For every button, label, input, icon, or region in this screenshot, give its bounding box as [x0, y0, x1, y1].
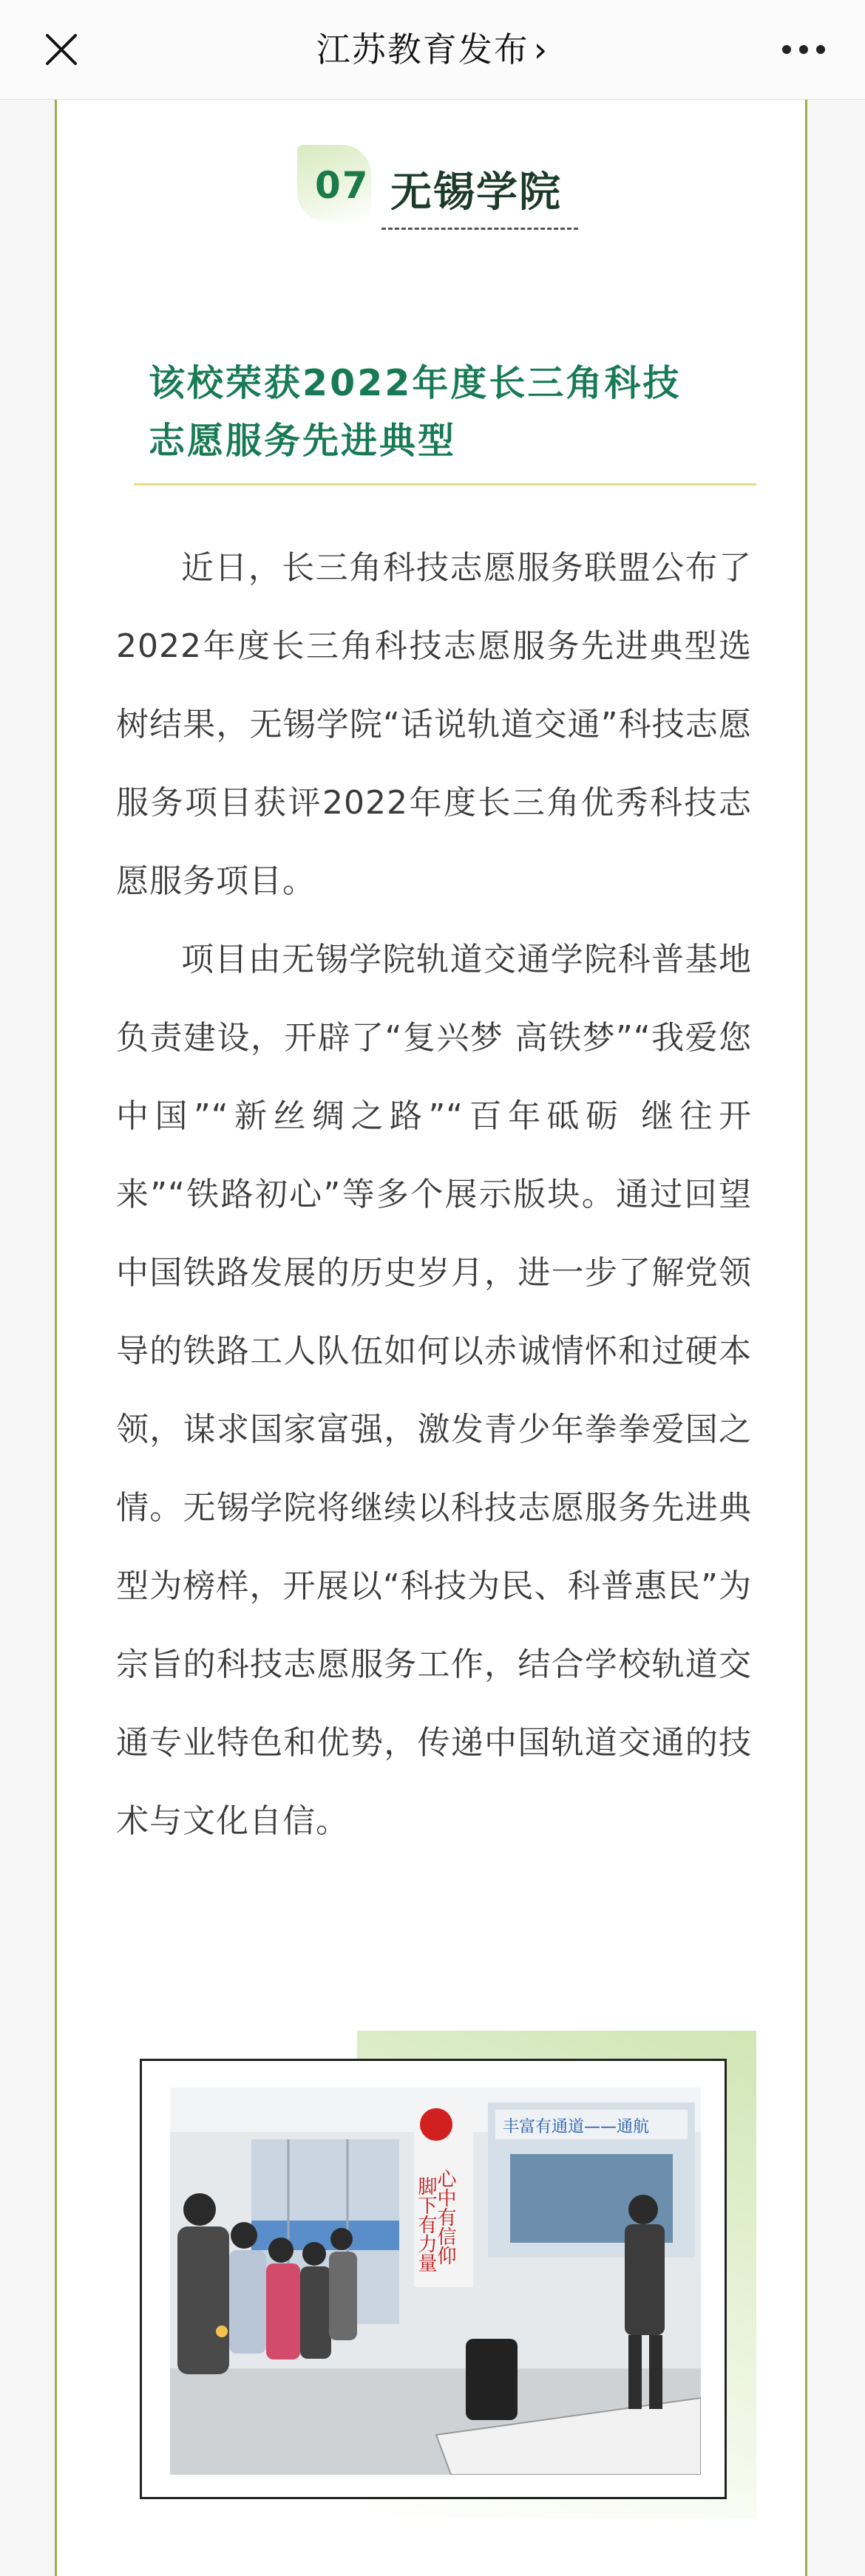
subheading-divider	[134, 483, 756, 485]
section-header	[297, 145, 637, 234]
top-navbar	[0, 0, 865, 100]
article-photo[interactable]	[170, 2088, 701, 2475]
article-frame	[55, 99, 807, 2576]
article-subheading	[149, 355, 725, 470]
subheading-line-2: 志愿服务先进典型	[149, 420, 457, 462]
account-name[interactable]: 江苏教育发布	[316, 30, 529, 69]
chevron-right-icon: ›	[533, 30, 549, 69]
wall-slogan-2: 脚下有力量	[415, 2176, 437, 2272]
screen-text: 丰富有通道——通航	[503, 2118, 650, 2136]
section-number: 07	[315, 164, 370, 207]
account-title[interactable]	[0, 25, 865, 74]
paragraph-1: 近日，长三角科技志愿服务联盟公布了2022年度长三角科技志愿服务先进典型选树结果，无锡学院“话说轨道交通”科技志愿服务项目获评2022年度长三角优秀科技志愿服务项目。	[116, 549, 752, 900]
article-body	[116, 529, 752, 1861]
section-title: 无锡学院	[390, 168, 562, 217]
photo-illustration	[170, 2088, 701, 2475]
paragraph-2: 项目由无锡学院轨道交通学院科普基地负责建设，开辟了“复兴梦 高铁梦”“我爱您中国”“新丝绸之路”“百年砥砺 继往开来”“铁路初心”等多个展示版块。通过回望中国铁路发展的历史岁月，进一步了解党领导的铁路工人队伍如何以赤诚情怀和过硬本领，谋求国家富强，激发青少年拳拳爱国之情。无锡学院将继续以科技志愿服务先进典型为榜样，开展以“科技为民、科普惠民”为宗旨的科技志愿服务工作，结合学校轨道交通专业特色和优势，传递中国轨道交通的技术与文化自信。	[116, 941, 752, 1840]
subheading-line-1: 该校荣获2022年度长三角科技	[149, 362, 682, 404]
wall-slogan-1: 心中有信仰	[434, 2169, 456, 2265]
photo-block	[140, 2031, 756, 2518]
photo-frame	[140, 2059, 727, 2499]
more-dots-icon[interactable]	[779, 38, 828, 61]
section-dashed-underline	[381, 228, 578, 230]
